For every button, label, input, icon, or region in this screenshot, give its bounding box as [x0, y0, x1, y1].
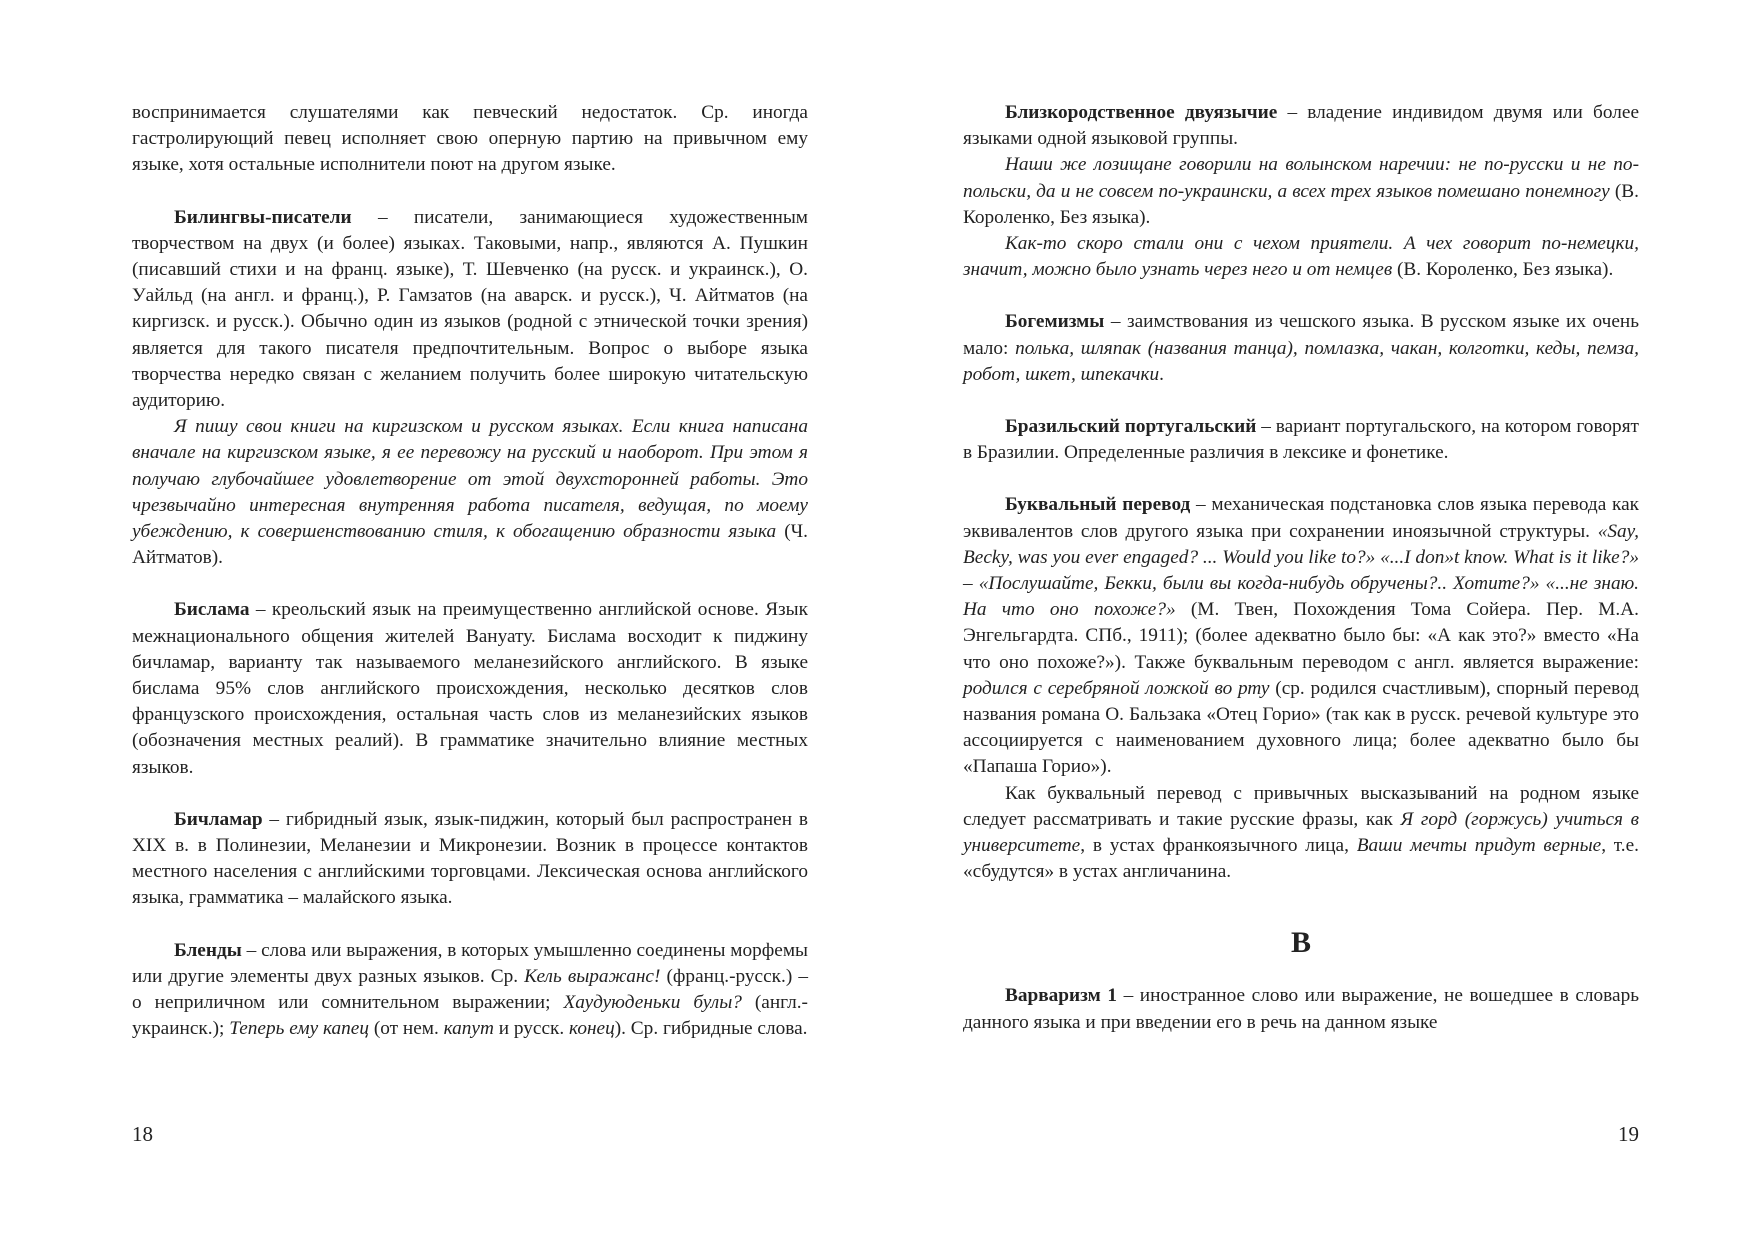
dictionary-entry: [132, 100, 808, 179]
entry-text: – иностранное слово или выражение, не вошедшее в словарь данного языка и при введении его в речь на данном языке: [963, 985, 1639, 1033]
italic-example: Хаудуюденьки булы?: [563, 992, 742, 1014]
entry-text: – владение индивидом двумя или более языками одной языковой группы.: [963, 102, 1639, 150]
entry-text: (англ.-украинск.);: [132, 992, 808, 1040]
dictionary-entry: [132, 597, 808, 780]
dictionary-entry: [132, 205, 808, 572]
right-page: [877, 0, 1754, 1240]
entry-paragraph: [132, 938, 808, 1043]
left-page: [0, 0, 877, 1240]
entry-term: Буквальный перевод: [1005, 494, 1191, 516]
entry-text: , т.е. «сбудутся» в устах англичанина.: [963, 835, 1639, 883]
entry-text: (М. Твен, Похождения Тома Сойера. Пер. М.А. Энгельгардта. СПб., 1911); (более адекватно было бы: «А как это?» вместо «На что оно похоже?»). Также буквальным переводом с англ. является выражение:: [963, 599, 1639, 673]
italic-example: Я пишу свои книги на киргизском и русском языках. Если книга написана вначале на киргизском языке, я ее перевожу на русский и наоборот. При этом я получаю глубочайшее удовлетворение от этой двухсторонней работы. Это чрезвычайно интересная внутренняя работа писателя, ведущая, по моему убеждению, к совершенствованию стиля, к обогащению образности языка: [132, 416, 808, 543]
italic-example: полька, шляпак (названия танца), помлазка, чакан, колготки, кеды, пемза, робот, шкет, шпекачки: [963, 337, 1639, 385]
entry-paragraph: [963, 100, 1639, 152]
section-letter: В: [1290, 926, 1311, 960]
italic-example: капут: [443, 1018, 494, 1040]
entry-paragraph: [132, 100, 808, 179]
entry-text: .: [1159, 363, 1164, 385]
entry-term: Билингвы-писатели: [174, 206, 352, 228]
entry-paragraph: [132, 414, 808, 571]
entry-text: (ср. родился счастливым), спорный перевод названия романа О. Бальзака «Отец Горио» (так как в русск. речевой культуре это ассоциируется с наименованием духовного лица; более адекватно было бы «Папаша Горио»).: [963, 677, 1639, 778]
entry-paragraph: [132, 205, 808, 415]
italic-example: Кель выражанс!: [524, 965, 661, 987]
dictionary-entry: [963, 100, 1639, 283]
page-number-left: 18: [132, 1122, 153, 1146]
italic-example: Наши же лозищане говорили на волынском наречии: не по-русски и не по-польски, да и не совсем по-украински, а всех трех языков помешано понемногу: [963, 154, 1639, 202]
left-text-column: [132, 100, 808, 1043]
right-entries-after-letter: [963, 983, 1639, 1035]
page-number-right: 19: [1618, 1122, 1639, 1146]
entry-paragraph: [132, 597, 808, 780]
entry-text: воспринимается слушателями как певческий недостаток. Ср. иногда гастролирующий певец исполняет свою оперную партию на привычном ему языке, хотя остальные исполнители поют на другом языке.: [132, 102, 808, 176]
italic-example: Ваши мечты придут верные: [1356, 835, 1602, 857]
entry-paragraph: [132, 807, 808, 912]
dictionary-entry: [963, 983, 1639, 1035]
right-entries: [963, 100, 1639, 885]
entry-paragraph: [963, 414, 1639, 466]
entry-paragraph: [963, 152, 1639, 231]
entry-text: – заимствования из чешского языка. В русском языке их очень мало:: [963, 311, 1639, 359]
italic-example: Теперь ему капец: [229, 1018, 370, 1040]
italic-example: Я горд (горжусь) учиться в университете: [963, 808, 1640, 857]
entry-text: – гибридный язык, язык-пиджин, который был распространен в XIX в. в Полинезии, Меланезии и Микронезии. Возник в процессе контактов местного населения с английскими торговцами. Лексическая основа английского языка, грамматика – малайского языка.: [132, 808, 808, 909]
entry-paragraph: [963, 309, 1639, 388]
entry-text: и русск.: [493, 1018, 570, 1040]
entry-text: – механическая подстановка слов языка перевода как эквивалентов слов другого языка при сохранении иноязычной структуры.: [963, 494, 1639, 542]
entry-text: (Ч. Айтматов).: [132, 521, 808, 569]
entry-text: ). Ср. гибридные слова.: [614, 1018, 808, 1040]
entry-text: (франц.-русск.) – о неприличном или сомнительном выражении;: [132, 965, 808, 1014]
entry-text: – вариант португальского, на котором говорят в Бразилии. Определенные различия в лексике и фонетике.: [963, 416, 1639, 464]
entry-term: Бразильский португальский: [1005, 416, 1257, 438]
entry-text: (В. Короленко, Без языка).: [963, 180, 1639, 228]
dictionary-entry: [132, 807, 808, 912]
entry-text: – креольский язык на преимущественно английской основе. Язык межнационального общения жителей Вануату. Бислама восходит к пиджину бичламар, варианту так называемого меланезийского английского. В языке бислама 95% слов английского происхождения, несколько десятков слов французского происхождения, остальная часть слов из меланезийских языков (обозначения местных реалий). В грамматике значительно влияние местных языков.: [132, 599, 808, 778]
entry-paragraph: [963, 231, 1639, 283]
entry-paragraph: [963, 492, 1639, 780]
entry-term: Близкородственное двуязычие: [1005, 102, 1278, 123]
entry-text: (от нем.: [369, 1018, 444, 1040]
italic-example: родился с серебряной ложкой во рту: [963, 677, 1270, 699]
italic-example: конец: [569, 1018, 615, 1040]
entry-text: – слова или выражения, в которых умышленно соединены морфемы или другие элементы двух разных языков. Ср.: [132, 939, 808, 987]
entry-paragraph: [963, 983, 1639, 1035]
entry-text: – писатели, занимающиеся художественным творчеством на двух (и более) языках. Таковыми, напр., являются А. Пушкин (писавший стихи и на франц. языке), Т. Шевченко (на русск. и украинск.), О. Уайльд (на англ. и франц.), Р. Гамзатов (на аварск. и русск.), Ч. Айтматов (на киргизск. и русск.). Обычно один из языков (родной с этнической точки зрения) является для такого писателя предпочтительным. Вопрос о выборе языка творчества нередко связан с желанием получить более широкую читательскую аудиторию.: [132, 206, 808, 412]
italic-example: «Say, Becky, was you ever engaged? ... Would you like to?» «...I don»t know. What is it like?» – «Послушайте, Бекки, были вы когда-нибудь обручены?.. Хотите?» «...не знаю. На что оно похоже?»: [963, 520, 1639, 621]
dictionary-entry: [963, 414, 1639, 466]
dictionary-entry: [132, 938, 808, 1043]
entry-term: Варваризм 1: [1005, 985, 1117, 1007]
entry-text: , в устах франкоязычного лица,: [1080, 835, 1357, 857]
italic-example: Как-то скоро стали они с чехом приятели. А чех говорит по-немецки, значит, можно было узнать через него и от немцев: [963, 233, 1639, 281]
entry-term: Бленды: [174, 939, 242, 961]
entry-term: Бичламар: [174, 808, 263, 830]
entry-term: Богемизмы: [1005, 311, 1105, 333]
entry-text: (В. Короленко, Без языка).: [1392, 259, 1614, 281]
entry-text: Как буквальный перевод с привычных высказываний на родном языке следует рассматривать и такие русские фразы, как: [963, 782, 1639, 830]
dictionary-entry: [963, 309, 1639, 388]
entry-paragraph: [963, 781, 1639, 886]
entry-term: Бислама: [174, 599, 250, 621]
right-text-column: [963, 100, 1639, 1036]
dictionary-entry: [963, 492, 1639, 885]
